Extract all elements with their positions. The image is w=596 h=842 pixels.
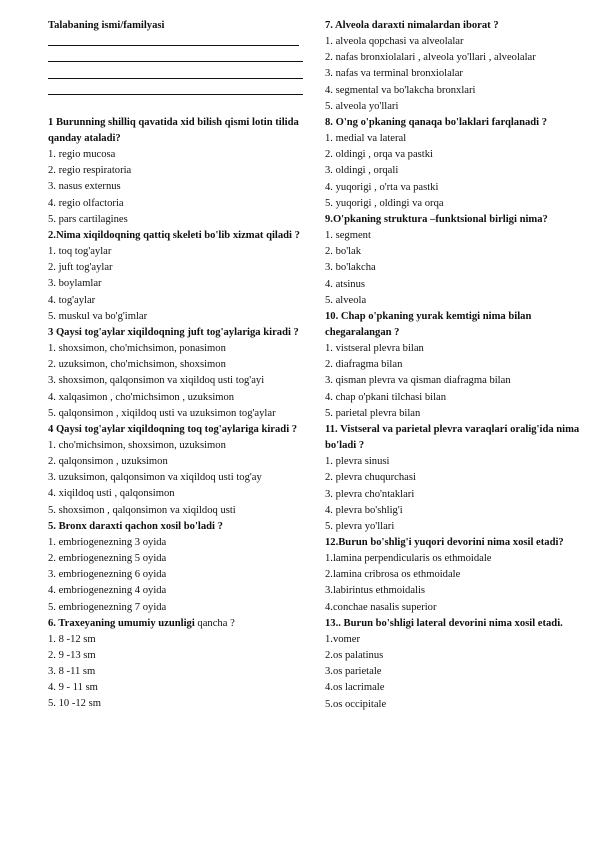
answer-option: 4. embriogenezning 4 oyida — [48, 585, 167, 597]
answer-option: 4. atsinus — [325, 278, 366, 290]
answer-option: 1. 8 -12 sm — [48, 633, 96, 645]
answer-option: 1. plevra sinusi — [325, 456, 390, 468]
question-tail: qancha ? — [194, 617, 235, 629]
answer-option: 3. plevra cho'ntaklari — [325, 488, 415, 500]
answer-option: 3. oldingi , orqali — [325, 165, 399, 177]
answer-option: 1. medial va lateral — [325, 133, 407, 145]
question-text — [325, 115, 580, 131]
answer-option: 1. toq tog'aylar — [48, 246, 112, 258]
answer-option: 2. plevra chuqurchasi — [325, 472, 416, 484]
answer-option: 2. bo'lak — [325, 246, 362, 258]
answer-option: 2. diafragma bilan — [325, 359, 403, 371]
name-line-1[interactable] — [48, 34, 303, 50]
question-stem: 11. Vistseral va parietal plevra varaqlari oralig'ida nima bo'ladi ? — [325, 423, 580, 452]
question-text — [48, 422, 303, 438]
answer-option: 5. yuqorigi , oldingi va orqa — [325, 197, 444, 209]
answer-option: 4. regio olfactoria — [48, 197, 124, 209]
answer-option: 1. cho'michsimon, shoxsimon, uzuksimon — [48, 439, 226, 451]
answer-option: 1. alveola qopchasi va alveolalar — [325, 36, 464, 48]
answer-option: 5. pars cartilagines — [48, 213, 128, 225]
answer-option: 1. segment — [325, 230, 371, 242]
answer-option: 3. boylamlar — [48, 278, 102, 290]
answer-option: 4. 9 - 11 sm — [48, 682, 98, 694]
answer-option: 5.os occipitale — [325, 698, 387, 710]
answer-option: 5. plevra yo'llari — [325, 520, 395, 532]
question-stem: 4 Qaysi tog'aylar xiqildoqning toq tog'aylariga kiradi ? — [48, 423, 298, 435]
answer-option: 2. 9 -13 sm — [48, 650, 96, 662]
answer-option: 2. nafas bronxiolalari , alveola yo'llari , alveolalar — [325, 52, 536, 64]
question-text — [325, 422, 580, 454]
spacer — [48, 99, 303, 115]
answer-option: 3.os parietale — [325, 666, 382, 678]
answer-option: 1.vomer — [325, 633, 361, 645]
question-stem: 7. Alveola daraxti nimalardan iborat ? — [325, 20, 499, 31]
answer-option: 4. xiqildoq usti , qalqonsimon — [48, 488, 175, 500]
answer-option: 1. embriogenezning 3 oyida — [48, 536, 167, 548]
question-stem: 1 Burunning shilliq qavatida xid bilish qismi lotin tilida qanday ataladi? — [48, 116, 299, 145]
answer-option: 5. 10 -12 sm — [48, 698, 101, 710]
answer-option: 1. vistseral plevra bilan — [325, 343, 424, 355]
answer-option: 5. alveola yo'llari — [325, 100, 399, 112]
answer-option: 3. 8 -11 sm — [48, 666, 96, 678]
answer-option: 5. embriogenezning 7 oyida — [48, 601, 167, 613]
question-stem: 8. O'ng o'pkaning qanaqa bo'laklari farqlanadi ? — [325, 116, 548, 128]
question-text — [325, 212, 580, 228]
question-stem: 12.Burun bo'shlig'i yuqori devorini nima xosil etadi? — [325, 537, 564, 548]
question-stem: 13.. Burun bo'shligi lateral devorini nima xosil etadi. — [325, 617, 563, 629]
answer-option: 2.lamina cribrosa os ethmoidale — [325, 569, 461, 581]
question-text — [325, 616, 580, 632]
answer-option: 2. uzuksimon, cho'michsimon, shoxsimon — [48, 359, 226, 371]
question-stem: 9.O'pkaning struktura –funktsional birligi nima? — [325, 213, 548, 225]
name-line-4[interactable] — [48, 83, 303, 99]
question-text — [325, 535, 580, 551]
answer-option: 4.os lacrimale — [325, 682, 385, 694]
question-stem: 6. Traxeyaning umumiy uzunligi — [48, 617, 195, 629]
answer-option: 1. regio mucosa — [48, 149, 116, 161]
left-column — [48, 18, 303, 713]
answer-option: 2. juft tog'aylar — [48, 262, 113, 274]
answer-option: 1. shoxsimon, cho'michsimon, ponasimon — [48, 343, 226, 355]
answer-option: 4. chap o'pkani tilchasi bilan — [325, 391, 447, 403]
question-stem: 3 Qaysi tog'aylar xiqildoqning juft tog'aylariga kiradi ? — [48, 326, 299, 338]
answer-option: 3. qisman plevra va qisman diafragma bilan — [325, 375, 511, 387]
answer-option: 3. nasus externus — [48, 181, 121, 193]
name-line-3[interactable] — [48, 66, 303, 82]
question-text — [48, 325, 303, 341]
question-text — [325, 309, 580, 341]
answer-option: 5. alveola — [325, 294, 367, 306]
answer-option: 3. embriogenezning 6 oyida — [48, 569, 167, 581]
question-stem: 10. Chap o'pkaning yurak kemtigi nima bilan chegaralangan ? — [325, 310, 532, 338]
answer-option: 3. bo'lakcha — [325, 262, 376, 274]
question-text — [48, 616, 303, 632]
answer-option: 2. oldingi , orqa va pastki — [325, 149, 433, 161]
question-text — [48, 115, 303, 147]
answer-option: 1.lamina perpendicularis os ethmoidale — [325, 553, 492, 565]
answer-option: 3. uzuksimon, qalqonsimon va xiqildoq usti tog'ay — [48, 472, 262, 484]
question-text — [325, 18, 580, 34]
answer-option: 4. plevra bo'shlig'i — [325, 504, 403, 516]
answer-option: 3.labirintus ethmoidalis — [325, 585, 426, 597]
answer-option: 2. embriogenezning 5 oyida — [48, 553, 167, 565]
question-stem: 5. Bronx daraxti qachon xosil bo'ladi ? — [48, 520, 223, 532]
answer-option: 4. yuqorigi , o'rta va pastki — [325, 181, 439, 193]
question-stem: 2.Nima xiqildoqning qattiq skeleti bo'lib xizmat qiladi ? — [48, 229, 300, 241]
answer-option: 3. shoxsimon, qalqonsimon va xiqildoq usti tog'ayi — [48, 375, 265, 387]
answer-option: 2. regio respiratoria — [48, 165, 132, 177]
name-line-2[interactable] — [48, 50, 303, 66]
answer-option: 5. muskul va bo'g'imlar — [48, 310, 148, 322]
question-text — [48, 228, 303, 244]
question-text — [48, 519, 303, 535]
answer-option: 3. nafas va terminal bronxiolalar — [325, 68, 463, 80]
answer-option: 2. qalqonsimon , uzuksimon — [48, 456, 168, 468]
answer-option: 5. parietal plevra bilan — [325, 407, 421, 419]
answer-option: 4. tog'aylar — [48, 294, 96, 306]
right-column — [325, 18, 580, 713]
student-name-label: Talabaning ismi/familyasi — [48, 20, 165, 31]
answer-option: 4. segmental va bo'lakcha bronxlari — [325, 84, 476, 96]
answer-option: 4.conchae nasalis superior — [325, 601, 437, 613]
answer-option: 2.os palatinus — [325, 650, 384, 662]
answer-option: 4. xalqasimon , cho'michsimon , uzuksimon — [48, 391, 235, 403]
answer-option: 5. shoxsimon , qalqonsimon va xiqildoq usti — [48, 504, 236, 516]
answer-option: 5. qalqonsimon , xiqildoq usti va uzuksimon tog'aylar — [48, 407, 276, 419]
